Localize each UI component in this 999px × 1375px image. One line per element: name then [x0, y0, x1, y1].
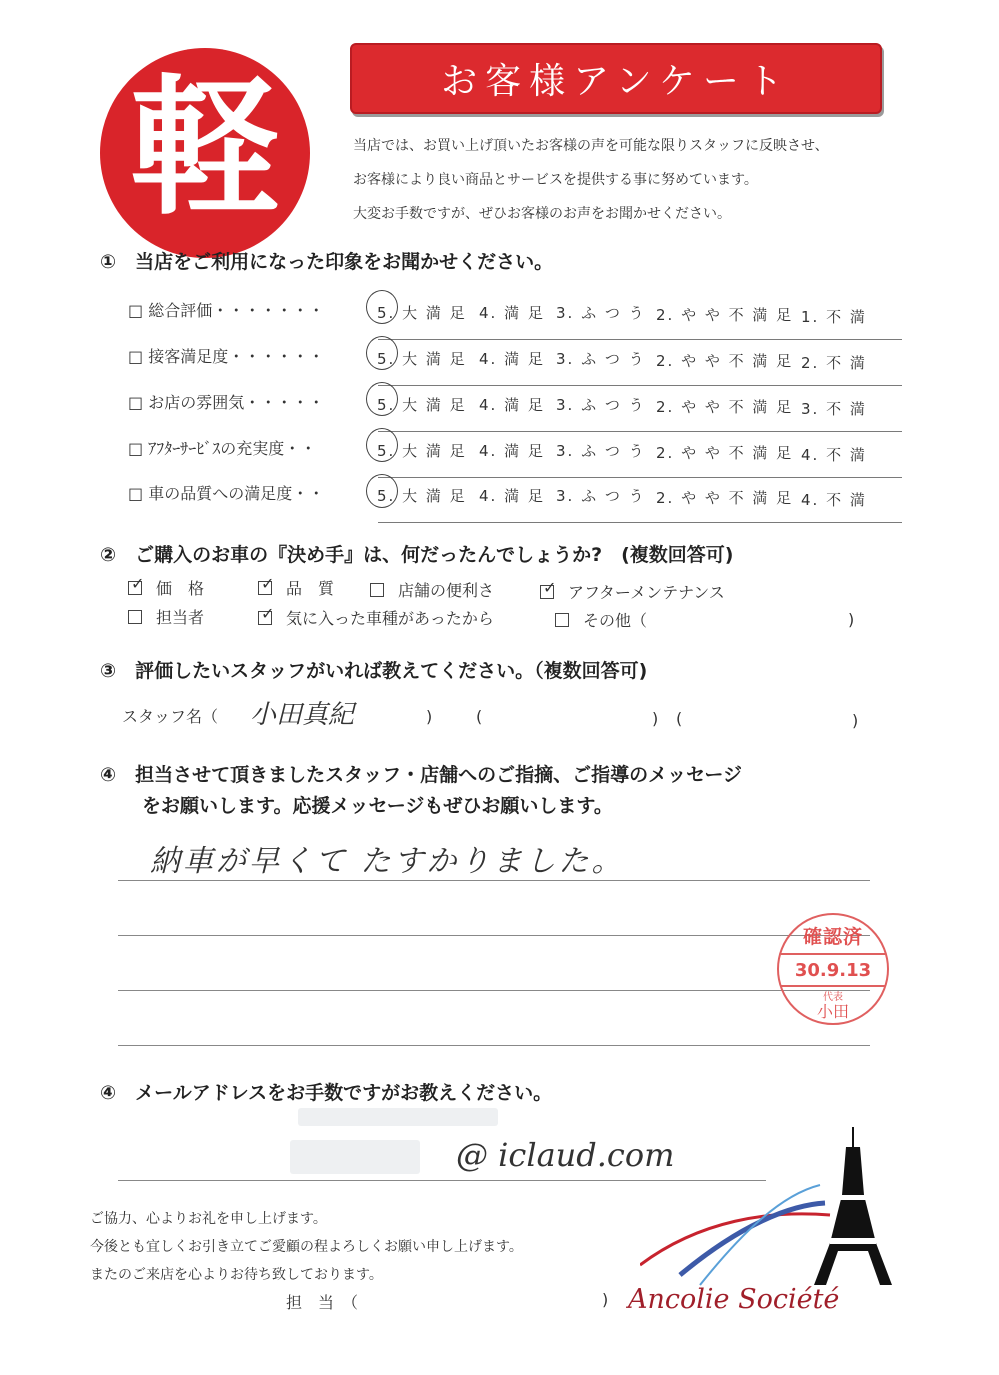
option-3[interactable]: 3. ふ つ う: [556, 350, 646, 368]
rating-label: □ 接客満足度・・・・・・: [128, 347, 325, 366]
tantou-close: ): [602, 1290, 609, 1309]
footer-line-2: 今後とも宜しくお引き立てご愛顧の程よろしくお願い申し上げます。: [90, 1239, 523, 1255]
option-1[interactable]: 4. 不 満: [801, 446, 867, 464]
tantou-label: 担 当 （: [286, 1293, 359, 1312]
option-5[interactable]: 5. 大 満 足: [377, 442, 467, 460]
redacted-area: [290, 1140, 420, 1174]
title-banner: [350, 43, 882, 114]
checkbox-box[interactable]: [128, 581, 142, 595]
paren-open-3: (: [676, 709, 683, 728]
checkbox-box[interactable]: [128, 610, 142, 624]
paren-open-2: (: [476, 707, 483, 726]
approval-stamp: [777, 913, 889, 1025]
stamp-confirmed: 確認済: [802, 926, 863, 948]
checkbox-price[interactable]: [128, 576, 204, 599]
checkbox-after-maintenance[interactable]: [540, 580, 725, 603]
row-underline: [378, 385, 902, 386]
rating-label: □ 総合評価・・・・・・・: [128, 301, 325, 320]
checkbox-store-convenience[interactable]: [370, 578, 494, 601]
message-line: [118, 990, 870, 991]
paren-close-3: ): [852, 711, 859, 730]
option-3[interactable]: 3. ふ つ う: [556, 442, 646, 460]
option-3[interactable]: 3. ふ つ う: [556, 396, 646, 414]
checkbox-box[interactable]: [540, 585, 554, 599]
option-1[interactable]: 4. 不 満: [801, 491, 867, 509]
option-3[interactable]: 3. ふ つ う: [556, 304, 646, 322]
page-title: お客様アンケート: [441, 61, 791, 102]
option-5[interactable]: 5. 大 満 足: [377, 350, 467, 368]
rating-label: □ お店の雰囲気・・・・・: [128, 393, 325, 412]
message-line: [118, 935, 870, 936]
stamp-role: 代表: [823, 992, 843, 1003]
q1-title: ① 当店をご利用になった印象をお聞かせください。: [100, 251, 554, 273]
checkbox-label: 店舗の便利さ: [398, 581, 495, 600]
checkbox-box[interactable]: [370, 583, 384, 597]
option-5[interactable]: 5. 大 満 足: [377, 304, 467, 322]
option-4[interactable]: 4. 満 足: [479, 396, 545, 414]
message-line: [118, 1045, 870, 1046]
option-5[interactable]: 5. 大 満 足: [377, 487, 467, 505]
footer-line-1: ご協力、心よりお礼を申し上げます。: [90, 1211, 327, 1227]
intro-line-3: 大変お手数ですが、ぜひお客様のお声をお聞かせください。: [353, 206, 731, 222]
kei-logo: [100, 48, 310, 258]
checkbox-box[interactable]: [555, 613, 569, 627]
eiffel-tower-logo: [640, 1125, 910, 1295]
q3-title: ③ 評価したいスタッフがいれば教えてください。（複数回答可): [100, 660, 648, 682]
checkbox-label: 担当者: [156, 608, 205, 627]
message-text[interactable]: 納車が早くて たすかりました。: [150, 844, 625, 879]
brand-name: Ancolie Société: [628, 1284, 840, 1315]
row-underline: [378, 431, 902, 432]
paren-close-1: ): [426, 707, 433, 726]
q2-title: ② ご購入のお車の『決め手』は、何だったんでしょうか? (複数回答可): [100, 544, 734, 566]
intro-line-2: お客様により良い商品とサービスを提供する事に努めています。: [353, 172, 758, 188]
option-2[interactable]: 2. や や 不 満 足: [656, 352, 794, 370]
row-underline: [378, 522, 902, 523]
option-2[interactable]: 2. や や 不 満 足: [656, 489, 794, 507]
q5-title: ④ メールアドレスをお手数ですがお教えください。: [100, 1082, 553, 1104]
option-4[interactable]: 4. 満 足: [479, 442, 545, 460]
checkbox-label: その他（: [583, 611, 648, 630]
redacted-area: [298, 1108, 498, 1126]
checkbox-box[interactable]: [258, 581, 272, 595]
staff-name-label: スタッフ名（: [122, 707, 219, 726]
q4-title-line2: をお願いします。応援メッセージもぜひお願いします。: [142, 795, 613, 817]
footer-line-3: またのご来店を心よりお待ち致しております。: [90, 1267, 383, 1283]
checkbox-other[interactable]: [555, 608, 647, 631]
option-2[interactable]: 2. や や 不 満 足: [656, 306, 794, 324]
option-1[interactable]: 1. 不 満: [801, 308, 867, 326]
option-4[interactable]: 4. 満 足: [479, 304, 545, 322]
stamp-rule: [781, 953, 885, 955]
checkbox-label: 品 質: [286, 579, 335, 598]
row-underline: [378, 477, 902, 478]
checkbox-staff[interactable]: [128, 605, 204, 628]
option-3[interactable]: 3. ふ つ う: [556, 487, 646, 505]
checkbox-liked-model[interactable]: [258, 606, 494, 629]
stamp-rule: [781, 985, 885, 987]
row-underline: [378, 339, 902, 340]
logo-char: 軽: [129, 62, 280, 236]
q4-title-line1: ④ 担当させて頂きましたスタッフ・店舗へのご指摘、ご指導のメッセージ: [100, 764, 742, 786]
checkbox-quality[interactable]: [258, 576, 334, 599]
checkbox-label: 価 格: [156, 579, 205, 598]
rating-label: □ ｱﾌﾀｰｻｰﾋﾞｽの充実度・・: [128, 439, 317, 458]
option-4[interactable]: 4. 満 足: [479, 487, 545, 505]
intro-line-1: 当店では、お買い上げ頂いたお客様の声を可能な限りスタッフに反映させ、: [353, 138, 829, 154]
staff-name-value[interactable]: 小田真紀: [250, 700, 355, 730]
checkbox-box[interactable]: [258, 611, 272, 625]
paren-close-2: ): [652, 709, 659, 728]
option-1[interactable]: 2. 不 満: [801, 354, 867, 372]
option-2[interactable]: 2. や や 不 満 足: [656, 444, 794, 462]
other-close-paren: ): [848, 610, 855, 629]
stamp-name: 小田: [816, 1002, 849, 1021]
email-domain[interactable]: @ iclaud.com: [456, 1136, 675, 1174]
rating-label: □ 車の品質への満足度・・: [128, 484, 325, 503]
message-line: [118, 880, 870, 881]
option-4[interactable]: 4. 満 足: [479, 350, 545, 368]
checkbox-label: 気に入った車種があったから: [286, 609, 494, 628]
option-5[interactable]: 5. 大 満 足: [377, 396, 467, 414]
option-2[interactable]: 2. や や 不 満 足: [656, 398, 794, 416]
checkbox-label: アフターメンテナンス: [568, 583, 725, 602]
option-1[interactable]: 3. 不 満: [801, 400, 867, 418]
stamp-date: 30.9.13: [794, 960, 872, 981]
